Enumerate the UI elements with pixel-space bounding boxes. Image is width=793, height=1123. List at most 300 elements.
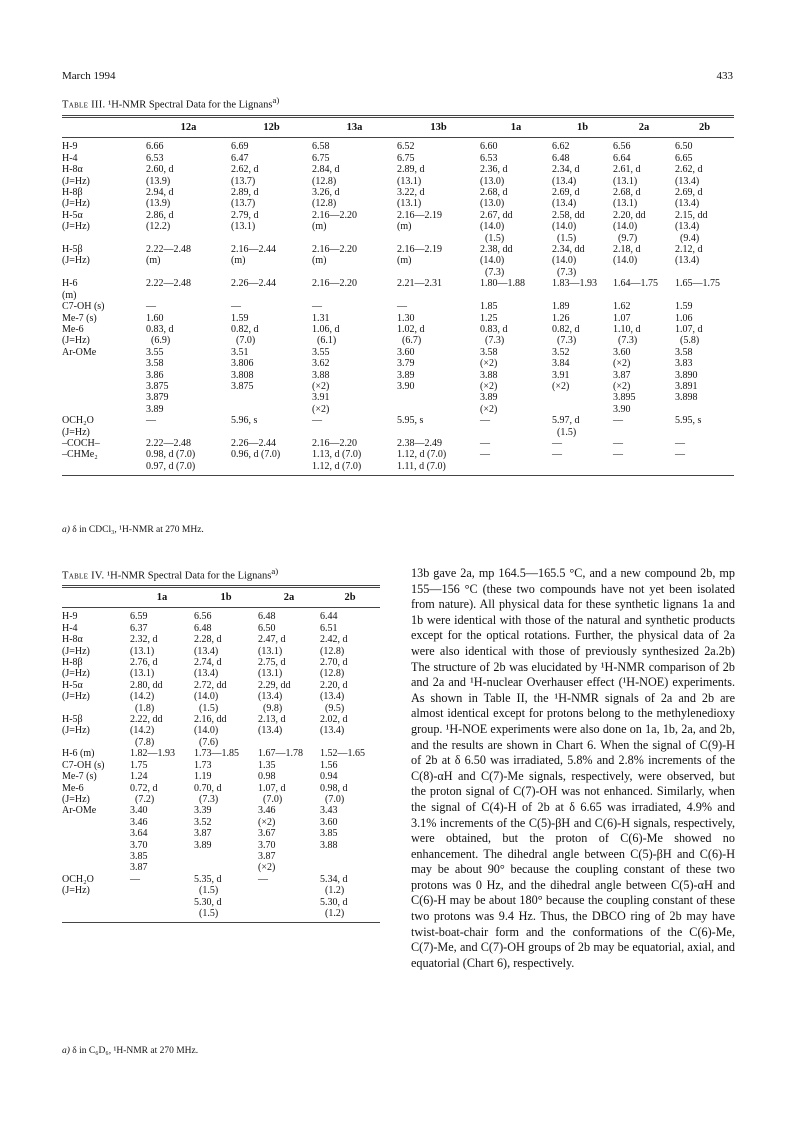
table-cell: (m) — [146, 255, 161, 267]
table-cell: 1.25 — [480, 312, 498, 324]
table-cell: 3.55 3.62 3.88 (×2) 3.91 (×2) — [312, 346, 330, 415]
table-cell: 6.75 — [312, 152, 330, 164]
row-label: Ar-OMe — [62, 346, 97, 358]
table-cell: 2.86, d — [146, 209, 174, 221]
table-cell: 5.95, s — [675, 415, 702, 427]
table-cell: 2.16, dd — [194, 714, 227, 726]
table-cell: 6.59 — [130, 611, 148, 623]
table-cell: 6.58 — [312, 141, 330, 153]
table-cell: 6.48 — [194, 622, 212, 634]
row-label: H-8β — [62, 187, 83, 199]
table3-column-header: 12b — [231, 117, 312, 138]
row-label: (J=Hz) — [62, 335, 90, 347]
table-cell: 2.67, dd — [480, 209, 513, 221]
table-cell: (m) — [312, 255, 327, 267]
table-cell: 2.16—2.20 — [312, 209, 357, 221]
table-cell: 2.72, dd — [194, 679, 227, 691]
table-cell: 5.34, d (1.2) 5.30, d (1.2) — [320, 874, 380, 923]
table-cell: 2.02, d — [320, 714, 348, 726]
row-label: H-9 — [62, 611, 78, 623]
table-cell: (7.3) — [194, 793, 219, 805]
table-cell: 1.26 — [552, 312, 570, 324]
row-label: C7-OH (s) — [62, 759, 105, 771]
table4 — [62, 585, 380, 923]
row-label: H-5β — [62, 714, 83, 726]
table-row — [62, 714, 380, 725]
table-cell: 2.15, dd — [675, 209, 708, 221]
table-cell: 6.66 — [146, 141, 164, 153]
table-cell: 2.16—2.20 1.13, d (7.0) 1.12, d (7.0) — [312, 438, 397, 476]
table-cell: 2.20, dd — [613, 209, 646, 221]
table-cell: 3.52 3.84 3.91 (×2) — [552, 346, 570, 392]
table-cell: 2.70, d — [320, 657, 348, 669]
table-cell: (7.0) — [320, 793, 345, 805]
table-cell: (13.1) — [258, 668, 283, 680]
table-cell: 2.34, d — [552, 164, 580, 176]
table-cell: 1.24 — [130, 771, 148, 783]
table-cell: 1.31 — [312, 312, 330, 324]
row-label: OCH₂O (J=Hz) — [62, 874, 130, 923]
table-cell: (13.0) — [480, 198, 505, 210]
table-cell: (13.1) — [613, 198, 638, 210]
table-cell: 2.34, dd — [552, 244, 585, 256]
table-cell: 2.16—2.44 — [231, 244, 276, 256]
table-cell: — — [146, 301, 156, 313]
table-cell: (14.0) (7.3) — [552, 255, 577, 278]
table-row — [62, 187, 734, 198]
table-row — [62, 255, 734, 278]
table-row — [62, 748, 380, 759]
table-row — [62, 646, 380, 657]
table-cell: 6.48 — [258, 611, 276, 623]
row-label: Me-7 (s) — [62, 771, 97, 783]
table-cell: (m) — [312, 221, 327, 233]
table-cell: 2.29, dd — [258, 679, 291, 691]
table-cell: (14.0) (1.5) — [552, 221, 577, 244]
table-cell: 1.06 — [675, 312, 693, 324]
table-cell: (7.3) — [613, 335, 638, 347]
table4-caption — [62, 566, 278, 582]
table-cell: (13.7) — [231, 175, 256, 187]
table-cell: 2.18, d — [613, 244, 641, 256]
table-row — [62, 153, 734, 164]
table-cell: 2.13, d — [258, 714, 286, 726]
table3-header-row — [62, 117, 734, 138]
table-cell: 0.82, d — [552, 323, 580, 335]
table-cell: 3.55 3.58 3.86 3.875 3.879 3.89 — [146, 346, 169, 415]
table-cell: 2.68, d — [480, 187, 508, 199]
table-cell: (12.8) — [312, 198, 337, 210]
table-cell: 2.22—2.48 — [146, 278, 191, 290]
row-label: OCH₂O (J=Hz) — [62, 415, 94, 438]
table4-footnote — [62, 1046, 198, 1056]
table-cell: 2.74, d — [194, 657, 222, 669]
table-cell: (m) — [231, 255, 246, 267]
table-cell: (13.4) — [675, 255, 700, 267]
table-cell: (13.4) — [552, 175, 577, 187]
table-cell: 6.50 — [675, 141, 693, 153]
table-cell: (14.0) (7.6) — [194, 725, 219, 748]
table-cell: 3.43 3.60 3.85 3.88 — [320, 805, 338, 851]
table-cell: 2.76, d — [130, 657, 158, 669]
table-cell: 1.64—1.75 — [613, 278, 658, 290]
table-cell: 2.61, d — [613, 164, 641, 176]
table-cell: — — [146, 415, 156, 427]
row-label: H-8β — [62, 657, 83, 669]
table-cell: — — [231, 301, 241, 313]
table-cell: (6.7) — [397, 335, 422, 347]
table-cell: (13.4) — [194, 645, 219, 657]
table-cell: (13.4) (9.5) — [320, 691, 345, 714]
table-row — [62, 198, 734, 209]
table-cell: 3.51 3.806 3.808 3.875 — [231, 346, 254, 392]
table-cell: (13.1) — [613, 175, 638, 187]
table-row — [62, 668, 380, 679]
table-cell: 1.07, d — [258, 782, 286, 794]
row-label: (J=Hz) — [62, 175, 90, 187]
table-cell: 1.19 — [194, 771, 212, 783]
row-label: C7-OH (s) — [62, 301, 105, 313]
row-label: (J=Hz) — [62, 255, 90, 267]
table-cell: 1.06, d — [312, 323, 340, 335]
table-cell: 1.82—1.93 — [130, 748, 175, 760]
row-label: (J=Hz) — [62, 645, 90, 657]
table-cell: (6.1) — [312, 335, 337, 347]
table-row — [62, 164, 734, 175]
table-cell: 2.16—2.20 — [312, 244, 357, 256]
table-cell: (13.1) — [130, 645, 155, 657]
table-cell: 1.56 — [320, 759, 338, 771]
table-row — [62, 335, 734, 346]
row-label: Ar-OMe — [62, 805, 97, 817]
table-cell: 2.38—2.49 1.12, d (7.0) 1.11, d (7.0) — [397, 438, 480, 476]
table4-column-header: 2b — [320, 587, 380, 608]
table3-label: Table III. — [62, 99, 106, 111]
table-cell: — — [397, 301, 407, 313]
table-cell: (6.9) — [146, 335, 171, 347]
table-cell: 1.52—1.65 — [320, 748, 365, 760]
table-cell: 3.58 (×2) 3.88 (×2) 3.89 (×2) — [480, 346, 498, 415]
table-cell: 1.80—1.88 — [480, 278, 525, 290]
table-cell: (13.4) (9.8) — [258, 691, 283, 714]
table4-column-header: 2a — [258, 587, 320, 608]
table-cell: 1.10, d — [613, 323, 641, 335]
table3-footnote-text: δ in CDCl₃, ¹H-NMR at 270 MHz. — [72, 525, 204, 535]
table-cell: 3.60 (×2) 3.87 (×2) 3.895 3.90 — [613, 346, 636, 415]
table-row — [62, 438, 734, 476]
row-label: Me-7 (s) — [62, 312, 97, 324]
table-cell: (13.4) (9.4) — [675, 221, 700, 244]
table-cell: 2.69, d — [675, 187, 703, 199]
row-label: (J=Hz) — [62, 668, 90, 680]
table-row — [62, 760, 380, 771]
table-cell: 2.42, d — [320, 634, 348, 646]
table-cell: — — [613, 415, 623, 427]
table-cell: 2.69, d — [552, 187, 580, 199]
table-cell: 6.75 — [397, 152, 415, 164]
table-cell: (13.1) — [397, 175, 422, 187]
table-cell: (13.7) — [231, 198, 256, 210]
row-label: (J=Hz) — [62, 691, 90, 703]
table-row — [62, 347, 734, 415]
row-label: (J=Hz) — [62, 725, 90, 737]
table-cell: (12.8) — [320, 668, 345, 680]
running-header-date: March 1994 — [62, 70, 116, 82]
table-row — [62, 313, 734, 324]
table3 — [62, 115, 734, 476]
row-label: H-5β — [62, 244, 83, 256]
table-row — [62, 608, 380, 623]
table-cell: 5.35, d (1.5) 5.30, d (1.5) — [194, 874, 258, 923]
table-cell: 3.22, d — [397, 187, 425, 199]
row-label: H-6 (m) — [62, 748, 95, 760]
table3-footnote — [62, 525, 204, 535]
row-label: H-8α — [62, 634, 83, 646]
table-cell: 6.51 — [320, 622, 338, 634]
table-row — [62, 324, 734, 335]
table-cell: 0.83, d — [146, 323, 174, 335]
table4-header-row — [62, 587, 380, 608]
body-paragraph: 13b gave 2a, mp 164.5—165.5 °C, and a new compound 2b, mp 155—156 °C (these two compounds have not yet been isolated from nature). All physical data for these synthetic lignans 1a and 1b were identical with those of the natural and synthetic products except for the optical rotations. Further, the physical data of 2a were also identical with those of previously synthesized 2a.2b) The structure of 2b was elucidated by ¹H-NMR comparison of 2b and 2a and ¹H-nuclear Overhauser effect (¹H-NOE) experiments. As shown in Table II, the ¹H-NMR signals of 2a and 2b are almost identical except for protons belong to the methylenedioxy group. ¹H-NOE experiments were also done on 1a, 1b, 2a, and 2b, and the results are shown in Chart 6. When the signal of C(9)-H of 2b at δ 6.50 was irradiated, 5.8% and 2.8% increments of the C(8)-αH and C(7)-Me signals, respectively, were observed, but the proton signal of C(7)-OH was not enhanced. Similarly, when the signal of C(4)-H of 2b at δ 6.65 was irradiated, 4.9% and 3.1% increments of the C(5)-βH and C(6)-H signals, respectively, were obtained, but the proton of C(6)-Me showed no enhancement. The dihedral angle between C(5)-βH and C(6)-H may be about 90° because the coupling constant of these two protons was 0 Hz, and the dihedral angle between C(5)-αH and C(6)-H may be about 180° because the coupling constant of these two protons was 9.4 Hz. Thus, the DBCO ring of 2b may have twist-boat-chair form and the conformations of the C(6)-Me, C(7)-Me, and C(7)-OH groups of 2b may be equatorial, axial, and equatorial (Chart 6), respectively. — [411, 566, 735, 970]
page-number: 433 — [716, 70, 733, 82]
table-cell: (m) — [397, 221, 412, 233]
table-cell: (13.9) — [146, 198, 171, 210]
table-cell: 6.48 — [552, 152, 570, 164]
row-label: H-8α — [62, 164, 83, 176]
table-cell: 2.84, d — [312, 164, 340, 176]
table-cell: (14.2) (1.8) — [130, 691, 155, 714]
table-cell: 2.75, d — [258, 657, 286, 669]
row-label: H-4 — [62, 622, 78, 634]
table-cell: 5.96, s — [231, 415, 258, 427]
table-cell: 6.47 — [231, 152, 249, 164]
table-cell: 2.80, dd — [130, 679, 163, 691]
table-cell: 2.79, d — [231, 209, 259, 221]
table3-column-header: 13b — [397, 117, 480, 138]
table-cell: (13.4) — [675, 175, 700, 187]
table3-column-header: 12a — [146, 117, 231, 138]
table-cell: (13.9) — [146, 175, 171, 187]
table-cell: (5.8) — [675, 335, 700, 347]
table-cell: 1.62 — [613, 301, 631, 313]
table-cell: (13.4) — [675, 198, 700, 210]
table3-footnote-mark: a) — [62, 525, 70, 535]
table-cell: 1.59 — [675, 301, 693, 313]
table-cell: (14.0) (7.3) — [480, 255, 505, 278]
table-cell: 2.38, dd — [480, 244, 513, 256]
table3-column-header: 2b — [675, 117, 734, 138]
row-label: Me-6 — [62, 323, 84, 335]
table-cell: 6.56 — [613, 141, 631, 153]
table-cell: 5.97, d (1.5) — [552, 415, 580, 438]
row-label: H-5α — [62, 209, 83, 221]
table-row — [62, 415, 734, 438]
table-cell: 2.22, dd — [130, 714, 163, 726]
table-cell: 2.89, d — [397, 164, 425, 176]
table-cell: (12.2) — [146, 221, 171, 233]
table4-label: Table IV. — [62, 570, 105, 582]
table-row — [62, 138, 734, 153]
table-cell: (12.8) — [320, 645, 345, 657]
table-cell: 2.68, d — [613, 187, 641, 199]
table-row — [62, 725, 380, 748]
row-label: H-9 — [62, 141, 78, 153]
table-row — [62, 691, 380, 714]
table-cell: 2.16—2.19 — [397, 209, 442, 221]
row-label: (J=Hz) — [62, 198, 90, 210]
table-cell: (14.0) (1.5) — [480, 221, 505, 244]
table-cell: — — — [613, 438, 675, 476]
table-cell: 0.82, d — [231, 323, 259, 335]
table-cell: 2.16—2.19 — [397, 244, 442, 256]
table-cell: 2.21—2.31 — [397, 278, 442, 290]
table-row — [62, 794, 380, 805]
table-cell: (13.4) — [320, 725, 345, 737]
table-row — [62, 244, 734, 255]
table3-caption — [62, 95, 279, 111]
table-cell: 3.46 (×2) 3.67 3.70 3.87 (×2) — [258, 805, 276, 874]
table-cell: 1.75 — [130, 759, 148, 771]
table-cell: — — [312, 301, 322, 313]
table-cell: (14.0) (9.7) — [613, 221, 638, 244]
table-row — [62, 176, 734, 187]
table-row — [62, 623, 380, 634]
table-cell: 1.07 — [613, 312, 631, 324]
table-row — [62, 657, 380, 668]
table-cell: (7.0) — [258, 793, 283, 805]
table-cell: 1.65—1.75 — [675, 278, 720, 290]
table-cell: 2.62, d — [675, 164, 703, 176]
table-cell: — — — [675, 438, 734, 476]
table-cell: 3.40 3.46 3.64 3.70 3.85 3.87 — [130, 805, 148, 874]
table-cell: 2.36, d — [480, 164, 508, 176]
table-row — [62, 221, 734, 244]
table-cell: — — — [552, 438, 613, 476]
table-cell: (14.0) (1.5) — [194, 691, 219, 714]
row-label: (J=Hz) — [62, 221, 90, 233]
table-cell: 2.28, d — [194, 634, 222, 646]
table-cell: 2.26—2.44 0.96, d (7.0) — [231, 438, 312, 476]
table-cell: 1.67—1.78 — [258, 748, 303, 760]
table-row — [62, 805, 380, 873]
table-cell: 1.02, d — [397, 323, 425, 335]
table-cell: 0.94 — [320, 771, 338, 783]
table-cell: (13.1) — [258, 645, 283, 657]
table3-column-header — [62, 117, 146, 138]
table-row — [62, 301, 734, 312]
table-cell: (13.0) — [480, 175, 505, 187]
table-cell: 2.58, dd — [552, 209, 585, 221]
table3-column-header: 1b — [552, 117, 613, 138]
table-cell: 0.98 — [258, 771, 276, 783]
table-cell: — — [130, 874, 194, 923]
table-cell: — — [480, 415, 490, 427]
row-label: H-6 (m) — [62, 278, 78, 301]
table-cell: (14.0) — [613, 255, 638, 267]
table3-column-header: 1a — [480, 117, 552, 138]
table-cell: 1.60 — [146, 312, 164, 324]
table-row — [62, 278, 734, 301]
table-cell: 2.22—2.48 0.98, d (7.0) 0.97, d (7.0) — [146, 438, 231, 476]
table-cell: 1.73—1.85 — [194, 748, 239, 760]
table-cell: (7.0) — [231, 335, 256, 347]
table-cell: 6.53 — [146, 152, 164, 164]
table-cell: 2.26—2.44 — [231, 278, 276, 290]
table-cell: — — [312, 415, 322, 427]
table-cell: 5.95, s — [397, 415, 424, 427]
row-label: Me-6 — [62, 782, 84, 794]
table-cell: 2.47, d — [258, 634, 286, 646]
table-cell: (13.4) — [258, 725, 283, 737]
table-cell: 6.69 — [231, 141, 249, 153]
table-cell: 1.73 — [194, 759, 212, 771]
table4-column-header — [62, 587, 130, 608]
row-label: –COCH– –CHMe₂ — [62, 438, 146, 476]
table-cell: 6.62 — [552, 141, 570, 153]
table-cell: 1.30 — [397, 312, 415, 324]
table-cell: 6.44 — [320, 611, 338, 623]
row-label: H-4 — [62, 152, 78, 164]
table-cell: 6.60 — [480, 141, 498, 153]
table-cell: — — [258, 874, 320, 923]
table-cell: 2.89, d — [231, 187, 259, 199]
table-row — [62, 783, 380, 794]
table-cell: 0.70, d — [194, 782, 222, 794]
table-cell: 1.07, d — [675, 323, 703, 335]
table-cell: 0.83, d — [480, 323, 508, 335]
table-cell: (13.1) — [231, 221, 256, 233]
table-cell: (7.2) — [130, 793, 155, 805]
table4-footnote-mark: a) — [62, 1046, 70, 1056]
table4-title: ¹H-NMR Spectral Data for the Lignans — [107, 570, 272, 582]
table-cell: 6.37 — [130, 622, 148, 634]
table-cell: 2.62, d — [231, 164, 259, 176]
table-cell: 2.60, d — [146, 164, 174, 176]
table-cell: 3.60 3.79 3.89 3.90 — [397, 346, 415, 392]
table-row — [62, 771, 380, 782]
table3-column-header: 13a — [312, 117, 397, 138]
table-cell: (13.1) — [130, 668, 155, 680]
table-cell: 1.85 — [480, 301, 498, 313]
table-cell: (13.1) — [397, 198, 422, 210]
table-cell: 6.52 — [397, 141, 415, 153]
table4-column-header: 1b — [194, 587, 258, 608]
row-label: (J=Hz) — [62, 793, 90, 805]
table-row — [62, 210, 734, 221]
table-cell: (13.4) — [552, 198, 577, 210]
table4-caption-sup: a) — [271, 566, 279, 576]
table-cell: 1.83—1.93 — [552, 278, 597, 290]
table-cell: (m) — [397, 255, 412, 267]
table-cell: 3.58 3.83 3.890 3.891 3.898 — [675, 346, 698, 404]
table-cell: 2.32, d — [130, 634, 158, 646]
table-row — [62, 680, 380, 691]
table-cell: (14.2) (7.8) — [130, 725, 155, 748]
table-cell: 3.26, d — [312, 187, 340, 199]
table-cell: 1.59 — [231, 312, 249, 324]
table-cell: (7.3) — [552, 335, 577, 347]
table-cell: 1.35 — [258, 759, 276, 771]
table-cell: (12.8) — [312, 175, 337, 187]
table-cell: 1.89 — [552, 301, 570, 313]
table-cell: (13.4) — [194, 668, 219, 680]
table-cell: 2.22—2.48 — [146, 244, 191, 256]
table-cell: 6.65 — [675, 152, 693, 164]
table-cell: 2.20, d — [320, 679, 348, 691]
row-label: H-5α — [62, 679, 83, 691]
table-cell: 0.98, d — [320, 782, 348, 794]
table-cell: 2.12, d — [675, 244, 703, 256]
